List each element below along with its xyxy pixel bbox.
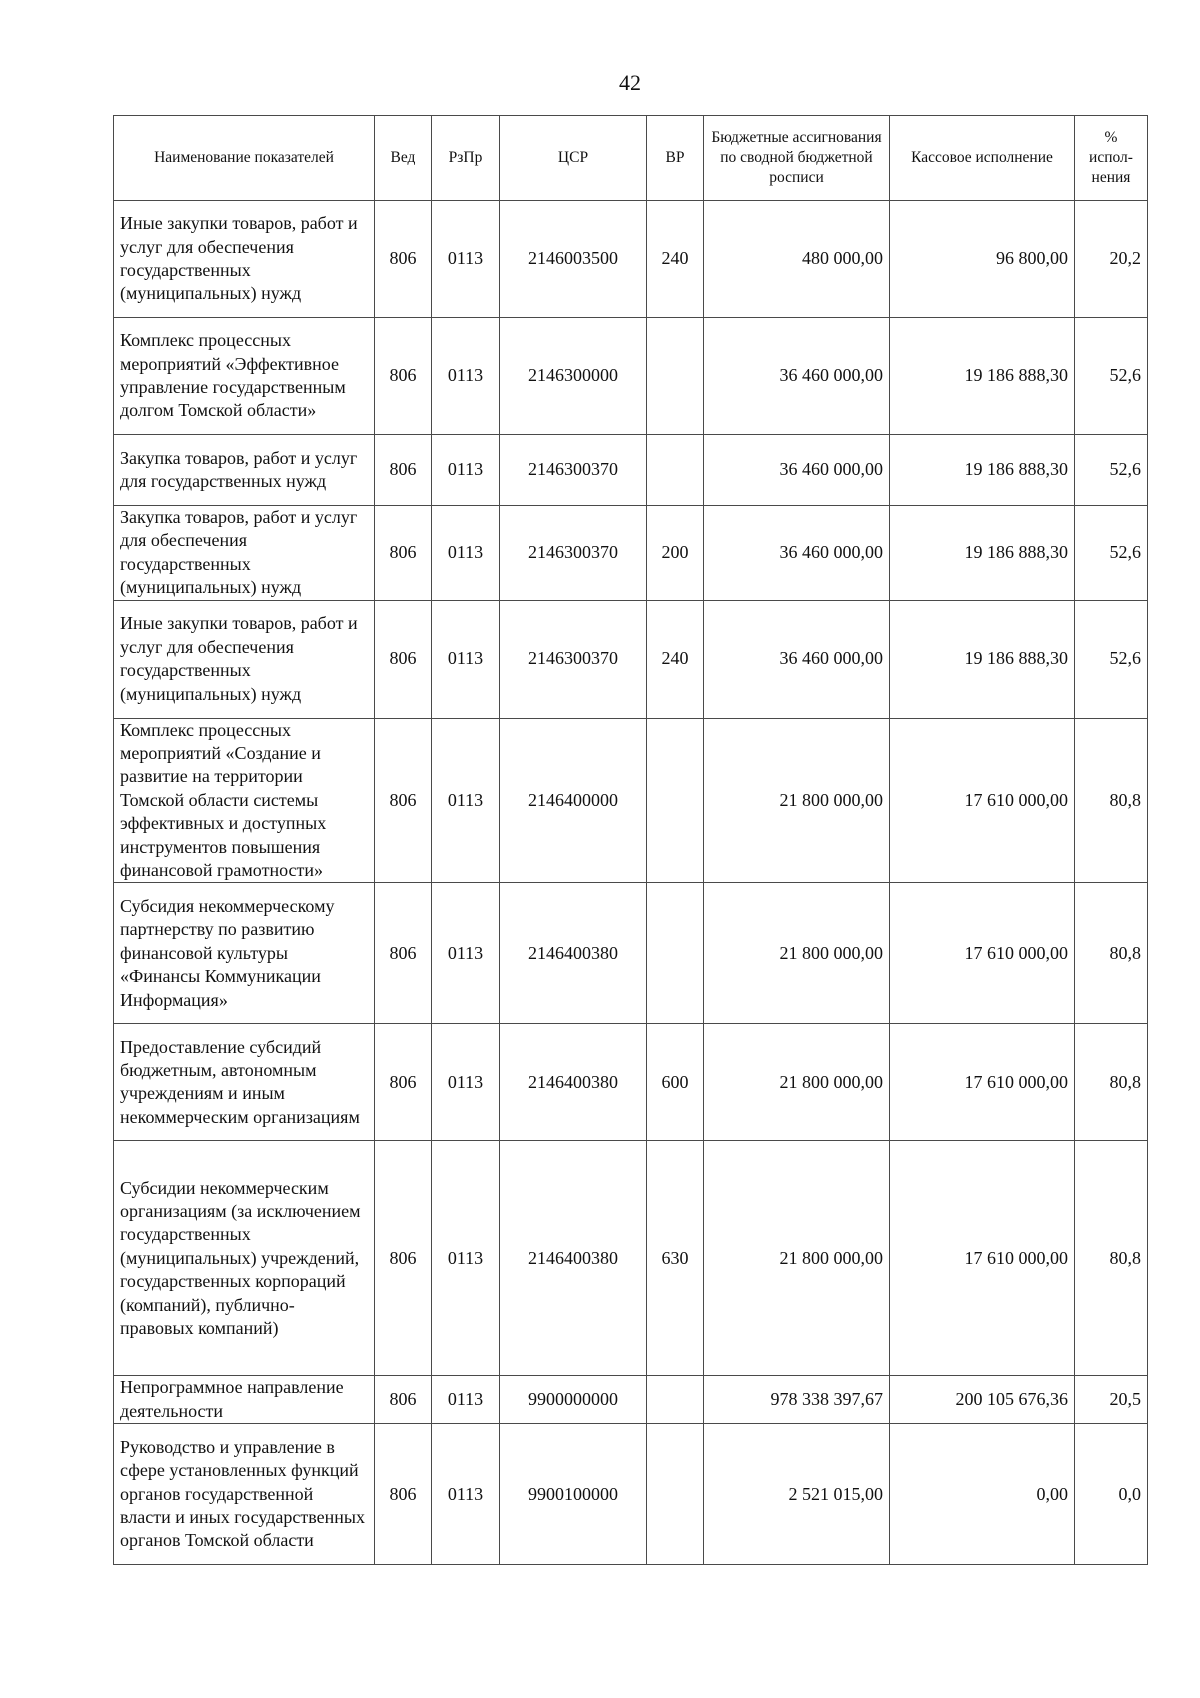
cell-percent: 80,8	[1075, 1024, 1148, 1141]
cell-rzpr: 0113	[432, 1024, 500, 1141]
cell-ved: 806	[375, 718, 432, 883]
cell-cash: 200 105 676,36	[890, 1376, 1075, 1424]
cell-cash: 19 186 888,30	[890, 600, 1075, 718]
cell-rzpr: 0113	[432, 201, 500, 318]
cell-vr: 240	[647, 201, 704, 318]
cell-name: Закупка товаров, работ и услуг для государственных нужд	[114, 435, 375, 506]
cell-percent: 52,6	[1075, 318, 1148, 435]
cell-ved: 806	[375, 435, 432, 506]
cell-vr	[647, 1424, 704, 1565]
cell-percent: 0,0	[1075, 1424, 1148, 1565]
cell-csr: 2146400380	[500, 1141, 647, 1376]
cell-name: Комплекс процессных мероприятий «Создание и развитие на территории Томской области системы эффективных и доступных инструментов повышения финансовой грамотности»	[114, 718, 375, 883]
table-row	[114, 506, 1148, 601]
cell-vr: 630	[647, 1141, 704, 1376]
cell-rzpr: 0113	[432, 1141, 500, 1376]
table-row	[114, 883, 1148, 1024]
cell-name: Непрограммное направление деятельности	[114, 1376, 375, 1424]
cell-percent: 52,6	[1075, 600, 1148, 718]
cell-budget: 21 800 000,00	[704, 718, 890, 883]
cell-cash: 96 800,00	[890, 201, 1075, 318]
cell-cash: 17 610 000,00	[890, 883, 1075, 1024]
table-header-row	[114, 116, 1148, 201]
cell-budget: 36 460 000,00	[704, 600, 890, 718]
cell-rzpr: 0113	[432, 718, 500, 883]
cell-name: Комплекс процессных мероприятий «Эффективное управление государственным долгом Томской области»	[114, 318, 375, 435]
table-row	[114, 435, 1148, 506]
cell-budget: 36 460 000,00	[704, 506, 890, 601]
cell-name: Закупка товаров, работ и услуг для обеспечения государственных (муниципальных) нужд	[114, 506, 375, 601]
cell-cash: 17 610 000,00	[890, 1141, 1075, 1376]
cell-name: Иные закупки товаров, работ и услуг для обеспечения государственных (муниципальных) нужд	[114, 201, 375, 318]
cell-percent: 52,6	[1075, 435, 1148, 506]
cell-rzpr: 0113	[432, 506, 500, 601]
cell-rzpr: 0113	[432, 1424, 500, 1565]
cell-ved: 806	[375, 318, 432, 435]
table-row	[114, 1024, 1148, 1141]
header-ved: Вед	[375, 116, 432, 201]
cell-vr: 200	[647, 506, 704, 601]
cell-percent: 20,2	[1075, 201, 1148, 318]
cell-cash: 19 186 888,30	[890, 435, 1075, 506]
cell-percent: 20,5	[1075, 1376, 1148, 1424]
cell-ved: 806	[375, 600, 432, 718]
cell-rzpr: 0113	[432, 435, 500, 506]
cell-name: Субсидия некоммерческому партнерству по развитию финансовой культуры «Финансы Коммуникации Информация»	[114, 883, 375, 1024]
cell-rzpr: 0113	[432, 318, 500, 435]
table-row	[114, 318, 1148, 435]
cell-percent: 80,8	[1075, 1141, 1148, 1376]
table-row	[114, 1141, 1148, 1376]
budget-execution-table	[113, 115, 1148, 1565]
header-csr: ЦСР	[500, 116, 647, 201]
cell-percent: 52,6	[1075, 506, 1148, 601]
cell-cash: 19 186 888,30	[890, 506, 1075, 601]
table-row	[114, 600, 1148, 718]
cell-percent: 80,8	[1075, 883, 1148, 1024]
cell-csr: 9900000000	[500, 1376, 647, 1424]
table-row	[114, 1424, 1148, 1565]
header-cash-execution: Кассовое исполнение	[890, 116, 1075, 201]
cell-csr: 2146300370	[500, 435, 647, 506]
cell-cash: 0,00	[890, 1424, 1075, 1565]
cell-csr: 2146300370	[500, 506, 647, 601]
cell-cash: 17 610 000,00	[890, 1024, 1075, 1141]
cell-ved: 806	[375, 506, 432, 601]
cell-csr: 2146300000	[500, 318, 647, 435]
cell-csr: 2146400000	[500, 718, 647, 883]
cell-ved: 806	[375, 1024, 432, 1141]
table-row	[114, 718, 1148, 883]
header-budget-allocations: Бюджетные ассигнования по сводной бюджетной росписи	[704, 116, 890, 201]
cell-vr: 600	[647, 1024, 704, 1141]
cell-vr	[647, 318, 704, 435]
table-row	[114, 1376, 1148, 1424]
cell-ved: 806	[375, 1424, 432, 1565]
cell-name: Субсидии некоммерческим организациям (за исключением государственных (муниципальных) учреждений, государственных корпораций (компаний), публично-правовых компаний)	[114, 1141, 375, 1376]
cell-budget: 21 800 000,00	[704, 1141, 890, 1376]
cell-rzpr: 0113	[432, 600, 500, 718]
cell-ved: 806	[375, 883, 432, 1024]
cell-budget: 36 460 000,00	[704, 318, 890, 435]
header-rzpr: РзПр	[432, 116, 500, 201]
cell-csr: 9900100000	[500, 1424, 647, 1565]
cell-cash: 19 186 888,30	[890, 318, 1075, 435]
cell-vr	[647, 718, 704, 883]
cell-budget: 2 521 015,00	[704, 1424, 890, 1565]
cell-ved: 806	[375, 1376, 432, 1424]
cell-budget: 978 338 397,67	[704, 1376, 890, 1424]
cell-budget: 480 000,00	[704, 201, 890, 318]
cell-csr: 2146400380	[500, 1024, 647, 1141]
header-vr: ВР	[647, 116, 704, 201]
cell-vr	[647, 883, 704, 1024]
cell-ved: 806	[375, 201, 432, 318]
cell-budget: 21 800 000,00	[704, 1024, 890, 1141]
cell-percent: 80,8	[1075, 718, 1148, 883]
cell-ved: 806	[375, 1141, 432, 1376]
cell-vr	[647, 435, 704, 506]
cell-rzpr: 0113	[432, 883, 500, 1024]
header-execution-percent: % испол-нения	[1075, 116, 1148, 201]
cell-name: Предоставление субсидий бюджетным, автономным учреждениям и иным некоммерческим организациям	[114, 1024, 375, 1141]
cell-cash: 17 610 000,00	[890, 718, 1075, 883]
cell-vr: 240	[647, 600, 704, 718]
table-row	[114, 201, 1148, 318]
cell-rzpr: 0113	[432, 1376, 500, 1424]
cell-budget: 36 460 000,00	[704, 435, 890, 506]
cell-csr: 2146400380	[500, 883, 647, 1024]
header-indicator-name: Наименование показателей	[114, 116, 375, 201]
cell-csr: 2146003500	[500, 201, 647, 318]
cell-budget: 21 800 000,00	[704, 883, 890, 1024]
cell-name: Иные закупки товаров, работ и услуг для обеспечения государственных (муниципальных) нужд	[114, 600, 375, 718]
cell-vr	[647, 1376, 704, 1424]
cell-name: Руководство и управление в сфере установленных функций органов государственной власти и иных государственных органов Томской области	[114, 1424, 375, 1565]
page-number: 42	[619, 70, 641, 95]
cell-csr: 2146300370	[500, 600, 647, 718]
